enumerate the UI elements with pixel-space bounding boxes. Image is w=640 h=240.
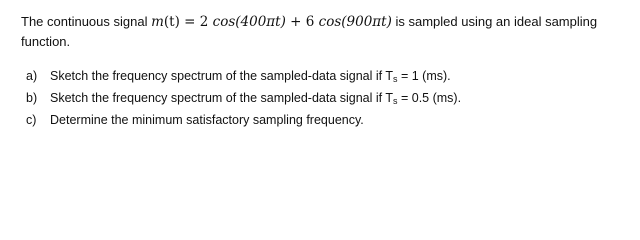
signal-arg: (t) (163, 14, 180, 30)
question-part-b (26, 89, 461, 111)
part-marker: c) (26, 113, 37, 127)
sampling-period-subscript: s (393, 96, 398, 106)
problem-intro-line2: function. (21, 34, 71, 49)
part-text-after: = 1 (ms). (397, 69, 451, 83)
part-marker: a) (26, 69, 38, 83)
cosine-term-1: cos(400πt) (212, 14, 286, 30)
part-text (50, 89, 461, 111)
part-marker: b) (26, 91, 38, 105)
intro-before-text: The continuous signal (21, 14, 152, 29)
intro-after-text: is sampled using an ideal sampling (391, 14, 598, 29)
question-part-a (26, 67, 461, 89)
equals-text: = 2 (179, 14, 213, 30)
part-text-after: = 0.5 (ms). (397, 91, 462, 105)
signal-expression (151, 14, 392, 30)
sampling-period-subscript: s (393, 74, 398, 84)
problem-intro (21, 12, 633, 32)
signal-name: m (151, 14, 164, 30)
part-text: Determine the minimum satisfactory sampling frequency. (50, 113, 364, 127)
part-text-before: Sketch the frequency spectrum of the sampled-data signal if T (50, 91, 394, 105)
question-parts-list (26, 67, 461, 130)
problem-statement (21, 12, 633, 52)
part-text (50, 67, 451, 89)
plus-text: + 6 (285, 14, 319, 30)
part-text-before: Sketch the frequency spectrum of the sampled-data signal if T (50, 69, 394, 83)
question-part-c (26, 111, 461, 130)
cosine-term-2: cos(900πt) (318, 14, 392, 30)
